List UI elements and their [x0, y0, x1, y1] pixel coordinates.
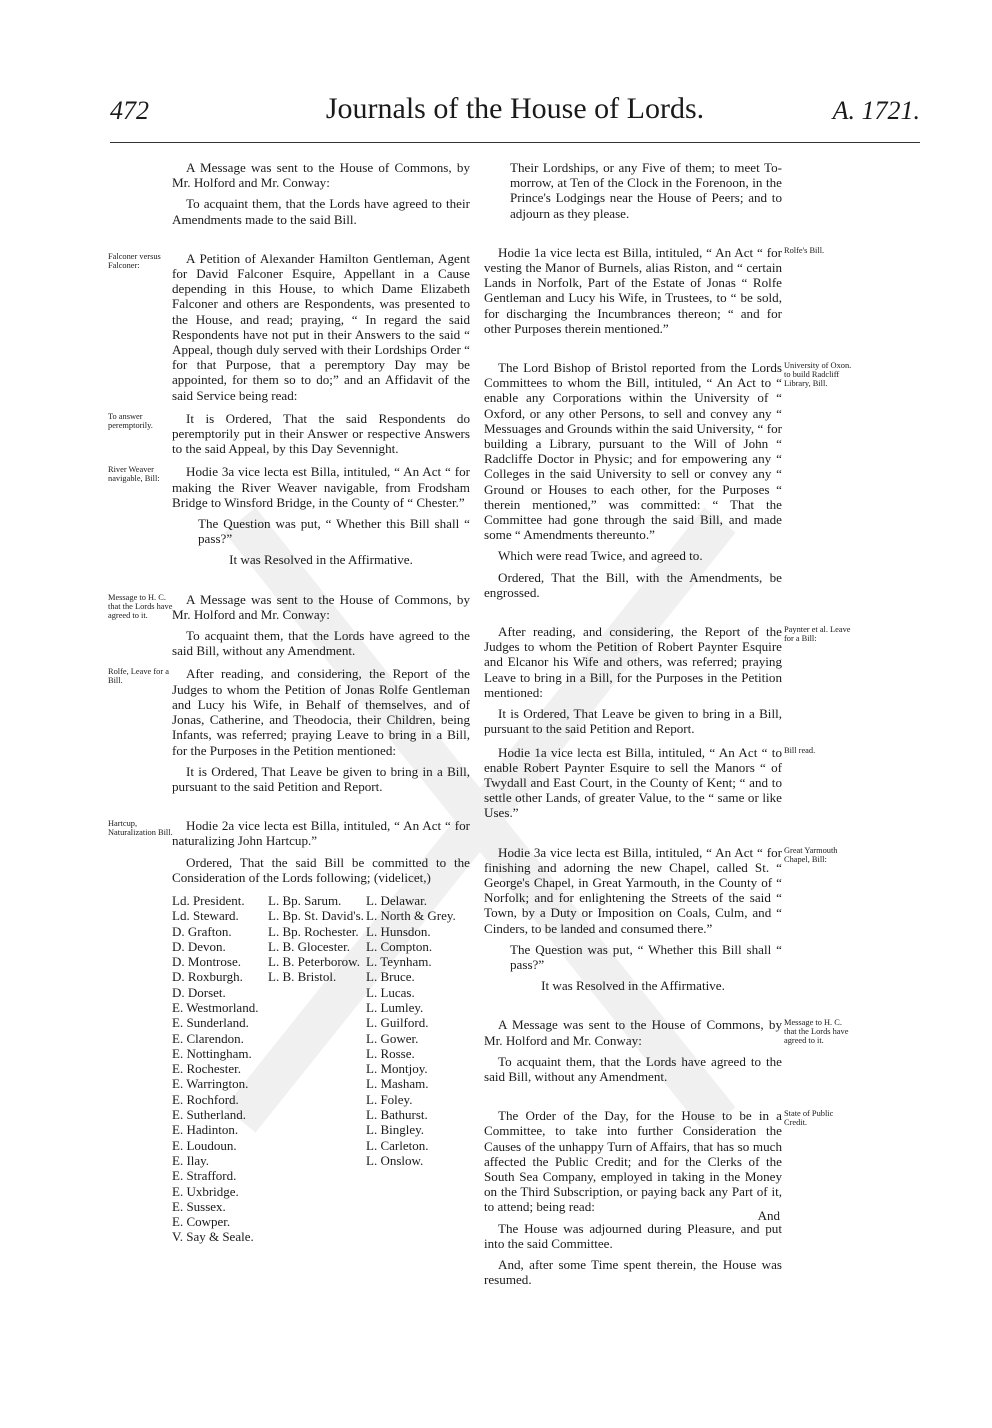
lord-name: L. Foley. — [366, 1091, 413, 1107]
entry-lordships — [484, 160, 782, 221]
margin-note: Bill read. — [784, 745, 816, 755]
margin-note: To answer peremptorily. — [108, 411, 153, 430]
margin-note: Paynter et al. Leave for a Bill: — [784, 625, 851, 644]
lord-name: Ld. President. — [172, 892, 245, 908]
lord-name: L. North & Grey. — [366, 908, 456, 924]
header-rule — [110, 142, 920, 143]
margin-note: Great Yarmouth Chapel, Bill: — [784, 845, 838, 864]
lord-name: E. Sussex. — [172, 1198, 226, 1214]
year-heading: A. 1721. — [832, 96, 920, 125]
lords-column-1 — [172, 893, 268, 1245]
entry-yarmouth — [484, 844, 838, 994]
entry-hartcup — [108, 818, 470, 885]
paragraph: After reading, and considering, the Report of the Judges to whom the Petition of Robert Paynter Esquire and Elcanor his Wife and others, was referred; praying Leave to bring in a Bill, for the Purposes in the Petition mentioned: — [484, 624, 782, 700]
lord-name: L. Bingley. — [366, 1122, 425, 1138]
lord-name: E. Hadinton. — [172, 1122, 239, 1138]
entry-paynter — [484, 624, 851, 737]
lord-name: E. Strafford. — [172, 1168, 237, 1184]
entry-weaver — [108, 464, 470, 568]
entry-message-amendments — [172, 160, 470, 227]
entry-bill-read — [484, 744, 816, 821]
paragraph: Hodie 2a vice lecta est Billa, intituled, “ An Act “ for naturalizing John Hartcup.” — [172, 818, 470, 849]
paragraph: The Lord Bishop of Bristol reported from the Lords Committees to whom the Bill, intituled, “ An Act to “ enable any Corporations within the University of “ Oxford, or any other Persons, to sell and convey any “ Messuages and Grounds within the said University, “ for building a Library, pursuant to the Will of John “ Radcliffe Doctor in Physic; and for empowering any “ Colleges in the said University to sell or convey any “ Ground or Houses to each other, for the Purposes “ therein mentioned,” was committed: “ That the Committee had gone through the said Bill, and made some “ Amendments thereunto.” — [484, 360, 782, 543]
margin-note: Rolfe's Bill. — [784, 245, 825, 255]
lord-name: E. Rochester. — [172, 1061, 241, 1077]
lord-name: L. B. Bristol. — [268, 969, 337, 985]
lord-name: L. B. Glocester. — [268, 938, 350, 954]
paragraph: Their Lordships, or any Five of them; to meet To-morrow, at Ten of the Clock in the Forenoon, in the Prince's Lodgings near the House of Peers; and to adjourn as they please. — [510, 160, 782, 221]
margin-note: State of Public Credit. — [784, 1109, 834, 1128]
lord-name: D. Roxburgh. — [172, 969, 243, 985]
paragraph: A Message was sent to the House of Commons, by Mr. Holford and Mr. Conway: — [484, 1017, 782, 1048]
lord-name: L. Gower. — [366, 1030, 419, 1046]
lord-name: L. Montjoy. — [366, 1061, 428, 1077]
margin-note: Message to H. C. that the Lords have agreed to it. — [108, 592, 173, 620]
entry-answer — [108, 410, 470, 457]
entry-message-commons — [108, 591, 470, 659]
lord-name: L. Delawar. — [366, 892, 428, 908]
lord-name: L. Masham. — [366, 1076, 429, 1092]
paragraph: After reading, and considering, the Report of the Judges to whom the Petition of Jonas Rolfe Gentleman and Lucy his Wife, in Behalf of themselves, and of Jonas, Catherine, and Theodocia, their Children, being Infants, was referred; praying Leave to bring in a Bill, for the Purposes in the Petition mentioned: — [172, 666, 470, 758]
resolution-line: It was Resolved in the Affirmative. — [541, 978, 725, 994]
lord-name: L. Hunsdon. — [366, 923, 431, 939]
paragraph: Hodie 1a vice lecta est Billa, intituled, “ An Act “ to enable Robert Paynter Esquire to sell the Manors “ of Twydall and East Court, in the County of Kent; “ and to settle other Lands, of greater Value, to the “ same or like Uses.” — [484, 744, 782, 821]
lord-name: L. Guilford. — [366, 1015, 429, 1031]
entry-message-commons-2 — [484, 1017, 849, 1084]
paragraph: It is Ordered, That the said Respondents do peremptorily put in their Answer or respective Answers to the said Appeal, by this Day Sevennight. — [172, 410, 470, 457]
paragraph: A Petition of Alexander Hamilton Gentleman, Agent for David Falconer Esquire, Appellant in a Cause depending in this House, to which Dame Elizabeth Falconer and others are Respondents, was presented to the House, and read; praying, “ In regard the said Respondents have not put in their Answers to the said “ Appeal, though duly served with their Lordships Order “ for that Purpose, that a peremptory Day may be appointed, for them so to do;” and an Affidavit of the said Service being read: — [172, 250, 470, 403]
paragraph: The House was adjourned during Pleasure, and put into the said Committee. — [484, 1220, 782, 1251]
lord-name: L. Bathurst. — [366, 1107, 428, 1123]
lord-name: E. Ilay. — [172, 1152, 210, 1168]
paragraph: Hodie 1a vice lecta est Billa, intituled, “ An Act “ for vesting the Manor of Burnels, alias Riston, and “ certain Lands in Norfolk, Part of the Estate of Jonas “ Rolfe Gentleman and Lucy his Wife, in Trustees, to “ be sold, for discharging the Incumbrances thereon; “ and for other Purposes therein mentioned.” — [484, 244, 782, 336]
lord-name: E. Sunderland. — [172, 1015, 249, 1031]
lords-column-2 — [268, 893, 366, 1245]
entry-rolfe — [108, 666, 470, 794]
lord-name: L. Lumley. — [366, 1000, 424, 1015]
margin-note: Message to H. C. that the Lords have agreed to it. — [784, 1018, 849, 1046]
lord-name: L. Teynham. — [366, 954, 432, 970]
lords-list — [172, 893, 470, 1245]
paragraph: Which were read Twice, and agreed to. — [498, 548, 703, 564]
entry-rolfe-bill — [484, 244, 825, 336]
entry-public-credit — [484, 1108, 834, 1288]
margin-note: River Weaver navigable, Bill: — [108, 465, 160, 484]
paragraph: It is Ordered, That Leave be given to bring in a Bill, pursuant to the said Petition and Report. — [172, 763, 470, 794]
lord-name: L. Bp. Sarum. — [268, 892, 342, 908]
lord-name: L. Carleton. — [366, 1137, 429, 1153]
lord-name: L. Bruce. — [366, 969, 415, 985]
lord-name: Ld. Steward. — [172, 908, 239, 924]
running-title: Journals of the House of Lords. — [325, 92, 705, 125]
paragraph: Hodie 3a vice lecta est Billa, intituled, “ An Act “ for finishing and adorning the new Chapel, called St. “ George's Chapel, in Great Yarmouth, in the County of “ Norfolk; and for enlightening the Streets of the said “ Town, by a Duty or Imposition on Coals, Culm, and “ Cinders, to be landed and consumed there.” — [484, 844, 782, 936]
paragraph: A Message was sent to the House of Commons, by Mr. Holford and Mr. Conway: — [172, 591, 470, 622]
margin-note: Rolfe, Leave for a Bill. — [108, 667, 169, 686]
lord-name: D. Dorset. — [172, 984, 226, 1000]
paragraph: It is Ordered, That Leave be given to bring in a Bill, pursuant to the said Petition and Report. — [484, 706, 782, 737]
paragraph: Hodie 3a vice lecta est Billa, intituled, “ An Act “ for making the River Weaver navigable, from Frodsham Bridge to Winsford Bridge, in the County of “ Chester.” — [172, 464, 470, 510]
lord-name: L. Rosse. — [366, 1045, 415, 1061]
resolution-line: It was Resolved in the Affirmative. — [229, 552, 413, 568]
paragraph: To acquaint them, that the Lords have agreed to their Amendments made to the said Bill. — [172, 196, 470, 227]
lord-name: L. Lucas. — [366, 984, 415, 1000]
lord-name: D. Grafton. — [172, 923, 232, 939]
lord-name: E. Nottingham. — [172, 1045, 252, 1061]
lord-name: E. Rochford. — [172, 1091, 239, 1107]
margin-note: Hartcup, Naturalization Bill. — [108, 819, 173, 838]
entry-oxon — [484, 360, 852, 600]
lord-name: E. Cowper. — [172, 1214, 231, 1230]
lord-name: L. Bp. St. David's. — [268, 908, 364, 924]
question-line: The Question was put, “ Whether this Bill shall “ pass?” — [198, 516, 470, 547]
page-number: 472 — [110, 96, 149, 125]
catchword: And — [757, 1208, 780, 1223]
lord-name: V. Say & Seale. — [172, 1229, 254, 1245]
lords-column-3 — [366, 893, 470, 1245]
lord-name: E. Uxbridge. — [172, 1183, 239, 1199]
margin-note: Falconer versus Falconer: — [108, 251, 161, 270]
paragraph: To acquaint them, that the Lords have agreed to the said Bill, without any Amendment. — [484, 1053, 782, 1084]
lord-name: E. Loudoun. — [172, 1137, 237, 1153]
page-header — [110, 92, 920, 132]
lord-name: L. Bp. Rochester. — [268, 923, 359, 939]
lord-name: L. Compton. — [366, 938, 433, 954]
paragraph: And, after some Time spent therein, the House was resumed. — [484, 1256, 782, 1288]
paragraph: To acquaint them, that the Lords have agreed to the said Bill, without any Amendment. — [172, 628, 470, 659]
paragraph: A Message was sent to the House of Commons, by Mr. Holford and Mr. Conway: — [172, 160, 470, 191]
lord-name: E. Sutherland. — [172, 1107, 247, 1123]
lord-name: E. Westmorland. — [172, 1000, 259, 1015]
lord-name: L. Onslow. — [366, 1152, 424, 1168]
paragraph: The Order of the Day, for the House to be in a Committee, to take into further Consideration the Causes of the unhappy Turn of Affairs, that has so much affected the Public Credit; and for the Clerks of the South Sea Company, employed in taking in the Money on the Third Subscription, or paying back any Part of it, to attend; being read: — [484, 1108, 782, 1215]
margin-note: University of Oxon. to build Radcliff Library, Bill. — [784, 361, 852, 389]
lord-name: D. Devon. — [172, 938, 226, 954]
lord-name: E. Warrington. — [172, 1076, 249, 1092]
question-line: The Question was put, “ Whether this Bill shall “ pass?” — [510, 941, 782, 972]
lord-name: D. Montrose. — [172, 954, 241, 970]
left-column — [108, 160, 470, 1251]
paragraph: Ordered, That the Bill, with the Amendments, be engrossed. — [484, 569, 782, 600]
lord-name: L. B. Peterborow. — [268, 954, 360, 970]
lord-name: E. Clarendon. — [172, 1030, 244, 1046]
entry-falconer — [108, 250, 470, 403]
right-column — [484, 160, 852, 1295]
paragraph: Ordered, That the said Bill be committed to the Consideration of the Lords following; (videlicet,) — [172, 854, 470, 885]
